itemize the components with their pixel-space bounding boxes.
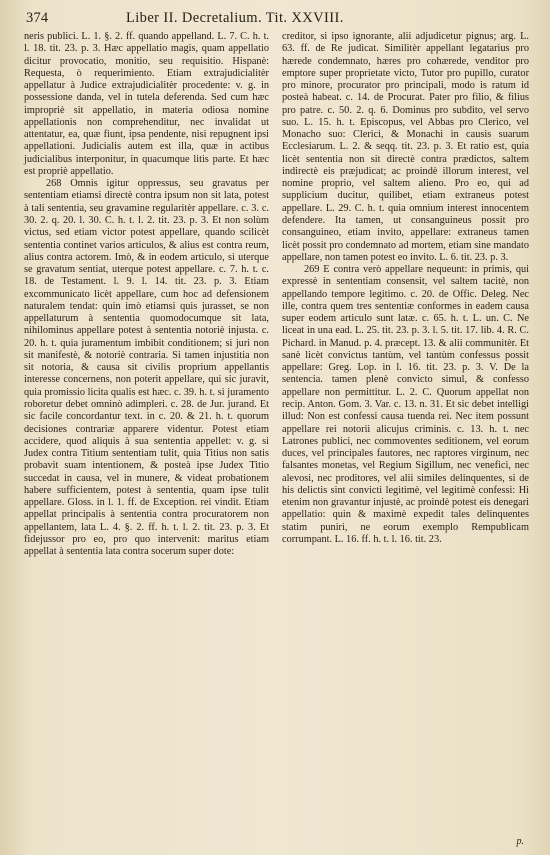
running-header bbox=[26, 8, 520, 30]
left-column bbox=[24, 31, 269, 558]
running-title: Liber II. Decretalium. Tit. XXVIII. bbox=[126, 10, 344, 26]
page-number: 374 bbox=[26, 10, 49, 26]
paragraph: neris publici. L. 1. §. 2. ff. quando appelland. L. 7. C. h. t. l. 18. tit. 23. p. 3. Hæc appellatio magis, quam appellatio dicitur provocatio, monitio, seu requisitio. Hispanè: Requesta, ò requerimiento. Etiam extrajudicialitèr appellatur à Judice extrajudicialitèr procedente: v. g. in possessione danda, vel in tutela deferenda. Sed cum hæc impropriè sit appellatio, in materia odiosa nomine appellationis non comprehenditur, nec invalidat ut attentatur, ea, quæ fiunt, ipsa pendente, nisi repugnent ipsi appellationi. Judicialis autem est illa, quæ in actibus judicialibus interponitur, in quacumque litis parte. Et hæc est propriè appellatio. bbox=[24, 31, 269, 177]
catchword: p. bbox=[516, 836, 524, 847]
paragraph: 268 Omnis igitur oppressus, seu gravatus per sententiam etiamsi directè contra ipsum non sit lata, potest à tali sententia, seu gravamine regularitèr appellare. c. 3. c. 30. 2. q. 20. l. 30. C. h. t. l. 2. tit. 23. p. 3. Et non solùm victus, sed etiam victor potest appellare, quando scilicèt sententia continet varios articulos, & alius est contra reum, alius contra actorem. Imò, & in eodem articulo, si uterque se gravatum sentiat, uterque potest appellare. c. 7. h. t. c. 18. de Testament. l. 9. l. 14. tit. 23. p. 3. Etiam excommunicato licèt appellare, cum hoc ad defensionem naturalem tendat: quin imò etiamsi quis jurasset, se non appellaturum à sententia quomodocumque sit lata, nihilominus appellare potest à sententia notoriè injusta. c. 20. h. t. quia juramentum imbibit conditionem; si juri non sit manifestè, & notoriè contraria. Si tamen injustitia non sit notoria, & causa sit civilis proprium appellantis interesse concernens, non poterit appellare, qui sic juravit, quia promissio licita qualis est hæc. c. 39. h. t. si juramento roboretur debet omninò adimpleri. c. 28. de Jur. jurand. Et sic facile concordantur text. in c. 20. & 21. h. t. quorum decisiones contrariæ apparere videntur. Potest etiam accidere, quod aliquis à sua sententia appellet: v. g. si Judex contra Titium sententiam tulit, quia Titius non satis probavit suam intentionem, & posteà ipse Judex Titio succedat in causa, vel in munere, & videat probationem habere sufficientem, potest à sententia, quam ipse tulit appellare. Gloss. in l. 1. ff. de Exception. rei vindit. Etiam appellat principalis à sententia contra procuratorem non appellantem, lata L. 4. §. 2. ff. h. t. l. 2. tit. 23. p. 3. Et fidejussor pro eo, pro quo intervenit: maritus etiam appellat à sententia lata contra socerum super dote: bbox=[24, 178, 269, 558]
paragraph: 269 E contra verò appellare nequeunt: in primis, qui expressè in sententiam consensit, vel saltem tacitè, non appellando tempore legitimo. c. 20. de Offic. Deleg. Nec ille, contra quem tres sententiæ conformes in eadem causa super eodem articulo sunt latæ. c. 65. h. t. L. un. C. Ne liceat in una ead. L. 25. tit. 23. p. 3. l. 5. tit. 17. lib. 4. R. C. Pichard. in Manud. p. 4. præcept. 13. & alii communitèr. Et sanè licèt convictus tantùm, vel tantùm confessus possit appellare: Greg. Lop. in l. 16. tit. 23. p. 3. V. De la sentencia. tamen plenè convicto simul, & confesso appellare non permittitur. L. 2. C. Quorum appellat non recip. Anton. Gom. 3. Var. c. 13. n. 31. Et sic debet intelligi illud: Non est confessi causa tuenda rei. Nec item possunt appellare rei notorii alicujus criminis. c. 13. h. t. nec Latrones publici, nec commoventes seditionem, vel eorum duces, vel principales fautores, nec raptores virginum, nec falsantes monetas, vel Regium Sigillum, nec venefici, nec alevosi, nec proditores, vel alii similes delinquentes, si de his delictis sint convicti legitimè, vel legitimè confessi: Hi etenim non gravantur injustè, ac proindè potest eis denegari appellatio: quin & maximè expedit tales delinquentes statim puniri, ne eorum exemplo Rempublicam corrumpant. L. 16. ff. h. t. l. 16. tit. 23. bbox=[282, 264, 529, 545]
paragraph: creditor, si ipso ignorante, alii adjudicetur pignus; arg. L. 63. ff. de Re judicat. Similitèr appellant legatarius pro hærede condemnato, hæres pro cohærede, venditor pro emptore super proprietate victo, Tutor pro pupillo, curator pro minore, procurator pro principali, modo is ratum id posteà habeat. c. 14. de Procurat. Pater pro filio, & filius pro patre. c. 50. 2. q. 6. Dominus pro subdito, vel servo suo. L. 15. h. t. Episcopus, vel Abbas pro Clerico, vel Monacho suo: Clerici, & Monachi in causis suarum Ecclesiarum. L. 2. & seqq. tit. 23. p. 3. Et ratio est, quia licèt sententia non sit directè contra prædictos, saltem indirectè eis præjudicat; ac proindè illorum interest, vel nomine proprio, vel saltem alieno. Pro eo, qui ad supplicium ducitur, quilibet, etiam extraneus potest appellare. L. 29. C. h. t. quia omnium interest innocentem defendere. Ita tamen, ut consanguineus possit pro consanguineo, etiam invito, appellare: extraneus tamen licèt possit pro condemnato ad mortem, etiam sine mandato appellare, non tamen potest eo invito. L. 6. tit. 23. p. 3. bbox=[282, 31, 529, 263]
right-column bbox=[282, 31, 529, 546]
